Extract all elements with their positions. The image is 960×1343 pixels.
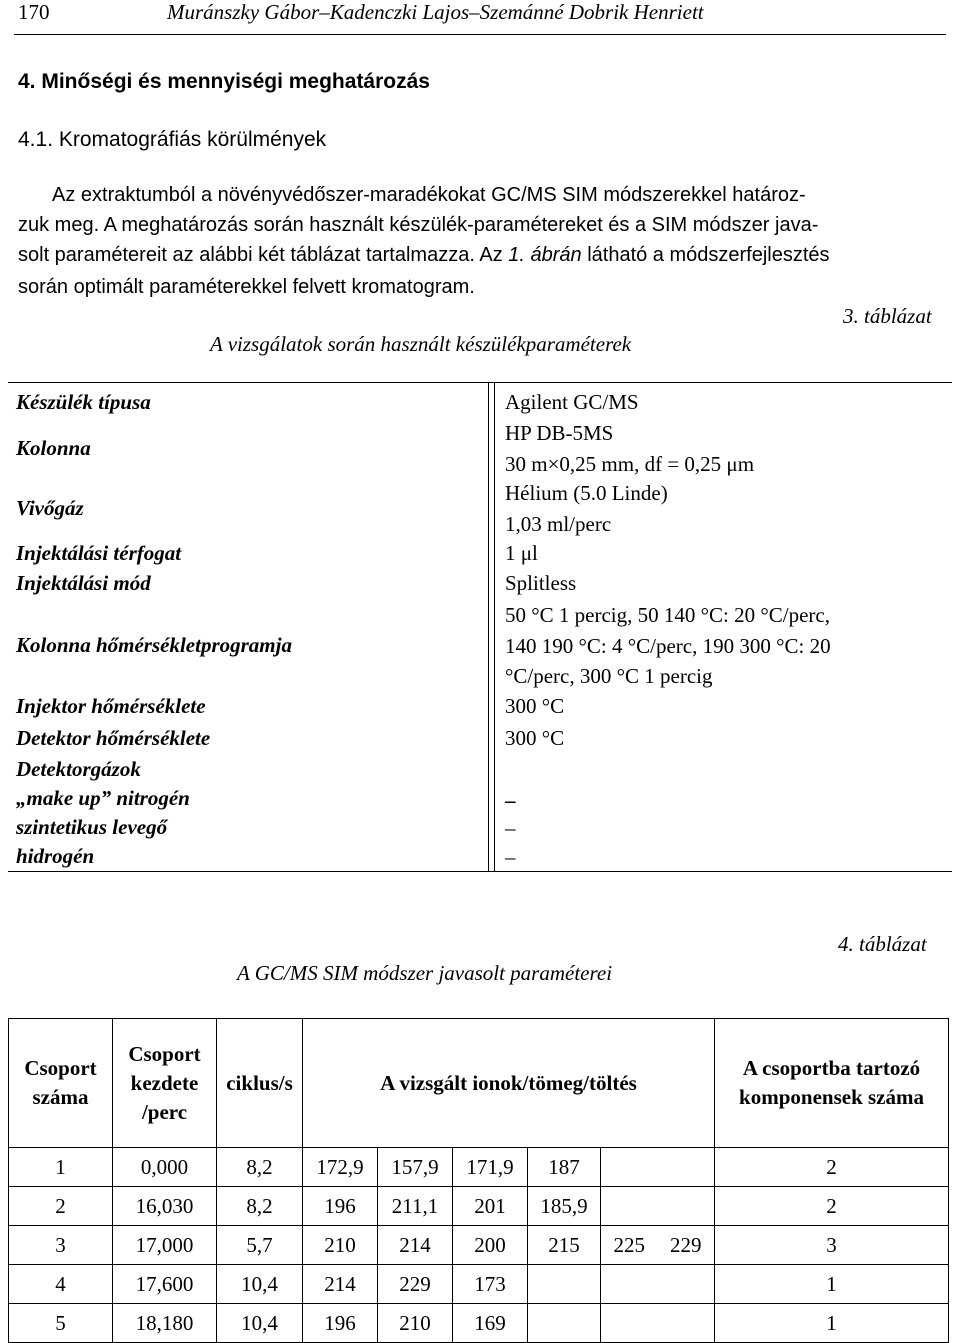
table-cell [528,1265,601,1304]
t3-key-device-type: Készülék típusa [16,390,151,414]
t3-val-carrier-gas-2: 1,03 ml/perc [505,512,612,536]
table3-caption: A vizsgálatok során használt készülékparaméterek [210,332,632,356]
table-cell [658,1304,715,1343]
table-cell: 10,4 [217,1304,303,1343]
paragraph-line-3-text: solt paramétereit az alábbi két táblázat tartalmazza. Az [18,244,503,266]
t3-val-column-1: HP DB-5MS [505,421,614,445]
paragraph-line-2: zuk meg. A meghatározás során használt készülék-paramétereket és a SIM módszer java- [18,214,819,236]
table3-label: 3. táblázat [843,304,932,328]
table-cell: 18,180 [113,1304,217,1343]
table-cell: 196 [303,1304,378,1343]
table-row [9,1304,949,1343]
table-cell: 211,1 [378,1187,453,1226]
table-cell [601,1265,658,1304]
th-group-start: Csoport kezdete /perc [113,1019,217,1148]
paragraph-line-1: Az extraktumból a növényvédőszer-maradékokat GC/MS SIM módszerekkel határoz- [52,184,806,206]
t3-val-column-2: 30 m×0,25 mm, df = 0,25 μm [505,452,755,476]
table4-label: 4. táblázat [838,932,927,956]
t3-key-injector-temp: Injektor hőmérséklete [16,694,206,718]
table-cell: 5 [9,1304,113,1343]
table-cell: 8,2 [217,1187,303,1226]
table-cell: 3 [9,1226,113,1265]
t3-val-synthetic-air: – [505,816,516,840]
page-number: 170 [18,0,50,24]
th-ions: A vizsgált ionok/tömeg/töltés [303,1019,715,1148]
t3-val-temp-program-2: 140 190 °C: 4 °C/perc, 190 300 °C: 20 [505,634,831,658]
section-title: 4. Minőségi és mennyiségi meghatározás [18,70,430,93]
table-cell [601,1148,658,1187]
table-cell: 16,030 [113,1187,217,1226]
table-cell: 2 [9,1187,113,1226]
table-cell [528,1304,601,1343]
table-cell: 187 [528,1148,601,1187]
t3-val-injection-volume: 1 μl [505,541,538,565]
paragraph-line-3 [18,244,830,267]
t3-key-makeup-nitrogen: „make up” nitrogén [16,786,190,810]
table-cell: 172,9 [303,1148,378,1187]
t3-val-hydrogen: – [505,845,516,869]
t3-key-detector-temp: Detektor hőmérséklete [16,726,211,750]
table-row [9,1187,949,1226]
table-cell: 200 [453,1226,528,1265]
table-cell: 201 [453,1187,528,1226]
table-cell [658,1187,715,1226]
table-cell: 2 [715,1148,949,1187]
table-cell: 3 [715,1226,949,1265]
table-cell [658,1148,715,1187]
table-cell: 173 [453,1265,528,1304]
table-cell: 229 [658,1226,715,1265]
figure-reference: 1. ábrán [508,244,582,266]
table-cell: 215 [528,1226,601,1265]
table-cell: 210 [378,1304,453,1343]
table-cell: 210 [303,1226,378,1265]
table3-divider [488,382,489,871]
t3-val-temp-program-1: 50 °C 1 percig, 50 140 °C: 20 °C/perc, [505,603,830,627]
t3-val-injector-temp: 300 °C [505,694,565,718]
sim-parameters-table [8,1018,949,1343]
subsection-title: 4.1. Kromatográfiás körülmények [18,128,327,151]
t3-val-injection-mode: Splitless [505,571,577,595]
table-cell: 185,9 [528,1187,601,1226]
table4-caption: A GC/MS SIM módszer javasolt paraméterei [237,961,613,985]
t3-key-injection-mode: Injektálási mód [16,571,151,595]
paragraph-line-4: során optimált paraméterekkel felvett kromatogram. [18,276,475,298]
table-cell [601,1187,658,1226]
table-cell: 171,9 [453,1148,528,1187]
th-group-number: Csoport száma [9,1019,113,1148]
table-cell: 169 [453,1304,528,1343]
table-cell: 1 [9,1148,113,1187]
t3-key-temp-program: Kolonna hőmérsékletprogramja [16,633,292,657]
table-row [9,1265,949,1304]
t3-key-column: Kolonna [16,436,91,460]
table-cell: 157,9 [378,1148,453,1187]
t3-key-detector-gases: Detektorgázok [16,757,141,781]
table3-bottom-rule [8,871,952,872]
table-cell: 0,000 [113,1148,217,1187]
t3-val-device-type: Agilent GC/MS [505,390,639,414]
table-row [9,1226,949,1265]
table-cell: 214 [378,1226,453,1265]
t3-val-detector-temp: 300 °C [505,726,565,750]
table3-divider-2 [494,382,495,871]
t3-key-hydrogen: hidrogén [16,844,95,868]
th-components: A csoportba tartozó komponensek száma [715,1019,949,1148]
table-row [9,1148,949,1187]
table-cell [601,1304,658,1343]
table-cell: 5,7 [217,1226,303,1265]
table-cell: 229 [378,1265,453,1304]
t3-val-carrier-gas-1: Hélium (5.0 Linde) [505,481,668,505]
table-cell: 17,600 [113,1265,217,1304]
table-cell: 225 [601,1226,658,1265]
t3-val-makeup-nitrogen: – [505,788,516,812]
table-cell: 214 [303,1265,378,1304]
table-cell: 4 [9,1265,113,1304]
table3-top-rule [8,382,952,383]
table-cell: 1 [715,1304,949,1343]
table-cell [658,1265,715,1304]
table-cell: 1 [715,1265,949,1304]
table-cell: 196 [303,1187,378,1226]
t3-key-injection-volume: Injektálási térfogat [16,541,182,565]
table-cell: 8,2 [217,1148,303,1187]
table-cell: 10,4 [217,1265,303,1304]
paragraph-line-3-end: látható a módszerfejlesztés [587,244,830,266]
table-cell: 17,000 [113,1226,217,1265]
t3-val-temp-program-3: °C/perc, 300 °C 1 percig [505,664,713,688]
table4-header-row [9,1019,949,1148]
t3-key-carrier-gas: Vivőgáz [16,496,84,520]
t3-key-synthetic-air: szintetikus levegő [16,815,168,839]
header-rule [14,34,946,35]
running-header-authors: Muránszky Gábor–Kadenczki Lajos–Szemánné Dobrik Henriett [167,0,704,24]
table-cell: 2 [715,1187,949,1226]
th-cycles: ciklus/s [217,1019,303,1148]
